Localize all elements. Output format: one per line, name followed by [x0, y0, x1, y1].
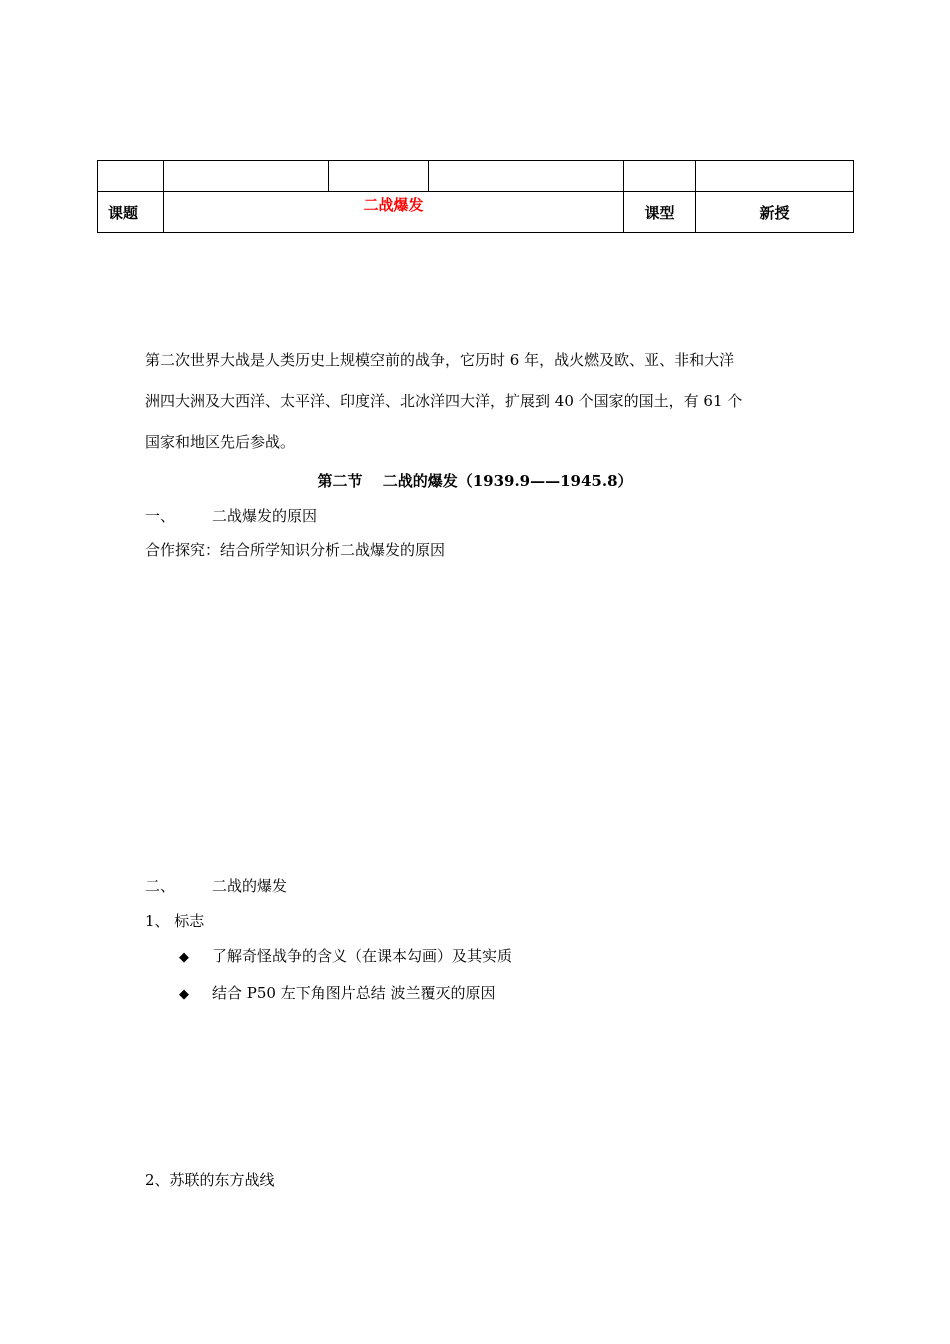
topic-title-text: 二战爆发: [363, 196, 424, 214]
intro-line: 洲四大洲及大西洋、太平洋、印度洋、北冰洋四大洋，扩展到 40 个国家的国土，有 61 个: [145, 392, 743, 410]
part2-heading: 二战的爆发: [212, 877, 288, 895]
intro-line: 国家和地区先后参战。: [145, 433, 296, 451]
bullet-item: 了解奇怪战争的含义（在课本勾画）及其实质: [212, 947, 513, 965]
empty-cell: [329, 161, 429, 192]
part1-number: 一、: [145, 507, 176, 525]
part1-heading: 二战爆发的原因: [212, 507, 318, 525]
empty-cell: [429, 161, 624, 192]
item-2-label: 2、苏联的东方战线: [145, 1171, 275, 1189]
topic-title: [164, 192, 624, 233]
intro-paragraph: [145, 340, 815, 463]
intro-line: 第二次世界大战是人类历史上规模空前的战争，它历时 6 年，战火燃及欧、亚、非和大洋: [145, 351, 735, 369]
empty-cell: [164, 161, 329, 192]
topic-label: 课题: [98, 192, 164, 233]
lesson-header-table: [97, 160, 854, 233]
type-label: 课型: [624, 192, 696, 233]
empty-cell: [696, 161, 854, 192]
header-empty-row: [98, 161, 854, 192]
diamond-bullet-icon: ◆: [179, 987, 189, 1002]
part1-inquiry: 合作探究：结合所学知识分析二战爆发的原因: [145, 541, 446, 559]
header-info-row: [98, 192, 854, 233]
section-title: 第二节 二战的爆发（1939.9——1945.8）: [317, 472, 633, 490]
diamond-bullet-icon: ◆: [179, 950, 189, 965]
type-value: 新授: [696, 192, 854, 233]
empty-cell: [624, 161, 696, 192]
bullet-item: 结合 P50 左下角图片总结 波兰覆灭的原因: [212, 984, 496, 1002]
part2-number: 二、: [145, 877, 176, 895]
item-1-label: 1、 标志: [145, 912, 205, 930]
empty-cell: [98, 161, 164, 192]
